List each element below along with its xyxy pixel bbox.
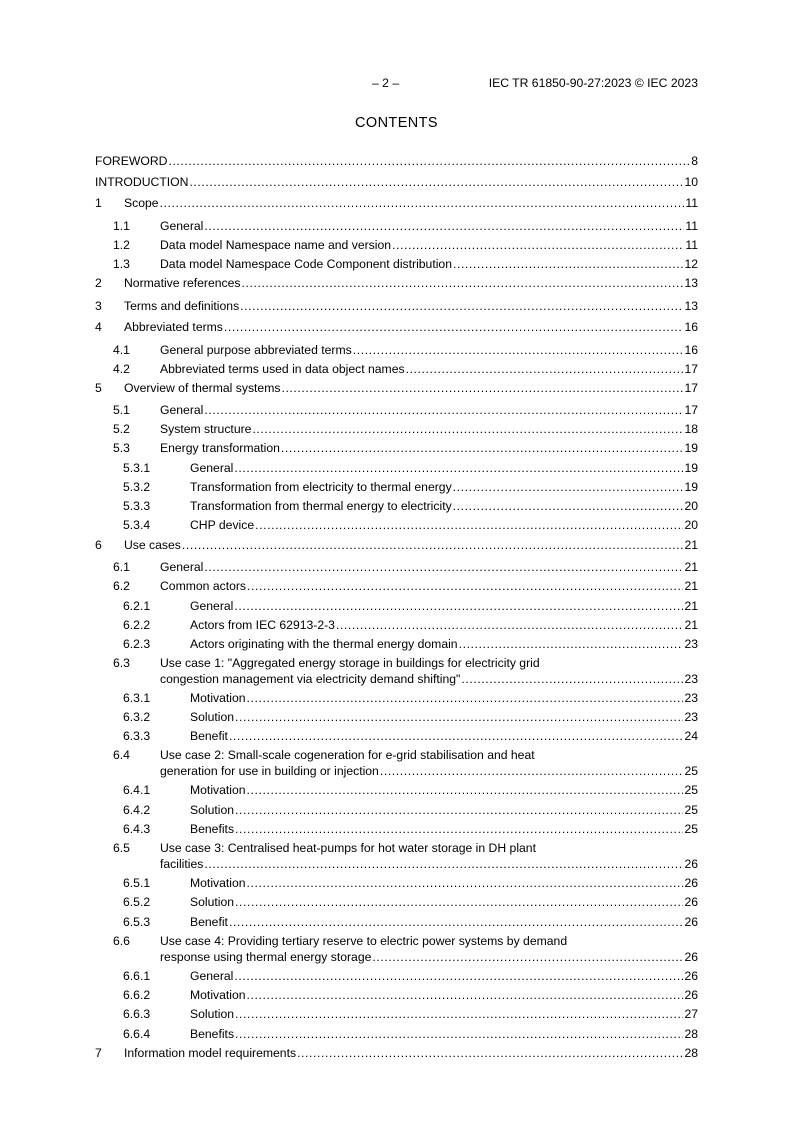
toc-entry[interactable] [0, 361, 793, 377]
toc-entry-number: 5.3.2 [123, 480, 151, 494]
toc-entry-page: 23 [684, 672, 698, 686]
toc-entry-number: 5.3.3 [123, 499, 151, 513]
toc-entry-title: FOREWORD [95, 154, 168, 168]
toc-entry-page: 26 [684, 876, 698, 890]
toc-entry-title: Normative references [124, 276, 241, 290]
toc-entry-number: 6.5.1 [123, 876, 151, 890]
toc-entry-number: 6.6 [113, 934, 130, 948]
toc-entry[interactable] [0, 479, 793, 495]
toc-entry-page: 19 [684, 441, 698, 455]
toc-entry-number: 4.2 [113, 362, 130, 376]
toc-entry-page: 11 [685, 196, 698, 210]
dot-leader [247, 690, 684, 706]
toc-entry-title: Motivation [190, 876, 246, 890]
toc-entry-number: 6.3.2 [123, 710, 151, 724]
dot-leader [297, 1045, 683, 1061]
toc-entry-title: CHP device [190, 518, 255, 532]
toc-entry[interactable] [0, 559, 793, 575]
toc-entry[interactable] [0, 537, 793, 553]
toc-entry-title: Overview of thermal systems [124, 381, 281, 395]
toc-entry-page: 26 [684, 969, 698, 983]
dot-leader [247, 875, 684, 891]
toc-entry[interactable] [0, 1045, 793, 1061]
toc-entry-title: Transformation from electricity to thermal energy [190, 480, 452, 494]
toc-entry-title-continued: generation for use in building or injection [160, 764, 379, 778]
dot-leader [281, 440, 684, 456]
toc-entry[interactable] [0, 1026, 793, 1042]
toc-entry[interactable] [0, 498, 793, 514]
toc-entry-title: General [190, 461, 234, 475]
toc-entry-title: Motivation [190, 691, 246, 705]
toc-entry-number: 4 [95, 320, 102, 334]
toc-entry[interactable] [0, 728, 793, 744]
toc-entry-page: 19 [684, 461, 698, 475]
toc-entry[interactable] [0, 987, 793, 1003]
dot-leader [252, 421, 683, 437]
dot-leader [247, 987, 684, 1003]
toc-entry[interactable] [0, 237, 793, 253]
dot-leader [224, 319, 684, 335]
toc-entry-page: 21 [684, 579, 698, 593]
dot-leader [459, 636, 684, 652]
toc-entry-page: 13 [684, 299, 698, 313]
toc-entry-title: Use case 4: Providing tertiary reserve to electric power systems by demand [160, 934, 568, 948]
toc-entry-title: Energy transformation [160, 441, 280, 455]
toc-entry-title: Terms and definitions [124, 299, 240, 313]
toc-entry-continuation[interactable] [0, 671, 793, 687]
toc-entry[interactable] [0, 709, 793, 725]
toc-entry[interactable] [0, 195, 793, 211]
toc-entry-page: 11 [685, 219, 698, 233]
toc-entry-title: Actors from IEC 62913-2-3 [190, 618, 335, 632]
toc-entry[interactable] [0, 1006, 793, 1022]
toc-entry-page: 24 [684, 729, 698, 743]
toc-entry[interactable] [0, 840, 793, 856]
toc-entry-number: 2 [95, 276, 102, 290]
toc-entry-number: 6.2 [113, 579, 130, 593]
toc-entry-title: General [190, 599, 234, 613]
toc-entry-title: Transformation from thermal energy to electricity [190, 499, 452, 513]
toc-entry[interactable] [0, 298, 793, 314]
dot-leader [168, 153, 690, 169]
toc-entry[interactable] [0, 782, 793, 798]
document-identifier: IEC TR 61850-90-27:2023 © IEC 2023 [488, 76, 698, 90]
toc-entry-title: Solution [190, 1007, 235, 1021]
toc-entry-title: Motivation [190, 988, 246, 1002]
dot-leader [453, 479, 684, 495]
toc-entry-continuation[interactable] [0, 763, 793, 779]
toc-entry-title: Information model requirements [124, 1046, 297, 1060]
toc-entry-title: Benefit [190, 915, 228, 929]
toc-entry[interactable] [0, 821, 793, 837]
dot-leader [235, 709, 683, 725]
dot-leader [160, 195, 685, 211]
dot-leader [204, 559, 683, 575]
dot-leader [255, 517, 683, 533]
toc-entry-number: 1.1 [113, 219, 130, 233]
toc-entry-page: 20 [684, 518, 698, 532]
toc-entry[interactable] [0, 402, 793, 418]
dot-leader [235, 1026, 683, 1042]
toc-entry-number: 6.5 [113, 841, 130, 855]
toc-entry[interactable] [0, 655, 793, 671]
toc-entry-page: 17 [684, 362, 698, 376]
toc-entry-title: Benefit [190, 729, 228, 743]
toc-entry[interactable] [0, 380, 793, 396]
toc-entry-page: 25 [684, 764, 698, 778]
toc-entry-page: 10 [684, 175, 698, 189]
toc-entry-number: 1.2 [113, 238, 130, 252]
toc-entry-title: Benefits [190, 822, 235, 836]
toc-entry[interactable] [0, 440, 793, 456]
dot-leader [392, 237, 684, 253]
toc-entry[interactable] [0, 914, 793, 930]
toc-entry-page: 26 [684, 988, 698, 1002]
toc-entry-page: 26 [684, 895, 698, 909]
toc-entry-page: 26 [684, 950, 698, 964]
page-number: – 2 – [372, 76, 400, 90]
toc-entry[interactable] [0, 421, 793, 437]
toc-entry[interactable] [0, 636, 793, 652]
dot-leader [234, 460, 683, 476]
toc-entry-number: 6.4.3 [123, 822, 151, 836]
toc-entry-number: 5.3.4 [123, 518, 151, 532]
toc-entry-number: 6.6.1 [123, 969, 151, 983]
dot-leader [336, 617, 683, 633]
toc-entry-title: Data model Namespace name and version [160, 238, 392, 252]
toc-entry-page: 23 [684, 710, 698, 724]
toc-entry-number: 6.6.3 [123, 1007, 151, 1021]
dot-leader [453, 498, 684, 514]
toc-entry-number: 5.2 [113, 422, 130, 436]
toc-entry-title: General [160, 219, 204, 233]
dot-leader [189, 174, 683, 190]
toc-entry-title-continued: facilities [160, 857, 204, 871]
toc-entry[interactable] [0, 802, 793, 818]
toc-entry-number: 6.5.2 [123, 895, 151, 909]
dot-leader [235, 1006, 683, 1022]
toc-entry-page: 21 [684, 538, 698, 552]
toc-entry-title: Use case 3: Centralised heat-pumps for hot water storage in DH plant [160, 841, 536, 855]
toc-entry-title: Use cases [124, 538, 181, 552]
toc-entry-title: General [160, 403, 204, 417]
toc-entry-number: 6.4 [113, 748, 130, 762]
toc-entry-title: Abbreviated terms [124, 320, 223, 334]
toc-entry-page: 23 [684, 691, 698, 705]
toc-entry-number: 5 [95, 381, 102, 395]
dot-leader [353, 342, 684, 358]
toc-entry-title: Data model Namespace Code Component distribution [160, 257, 452, 271]
toc-entry-number: 6.1 [113, 560, 130, 574]
toc-entry-title: Motivation [190, 783, 246, 797]
dot-leader [247, 578, 683, 594]
toc-entry-number: 6.4.2 [123, 803, 151, 817]
dot-leader [204, 218, 684, 234]
toc-entry-title: General [160, 560, 204, 574]
toc-entry-page: 12 [684, 257, 698, 271]
toc-entry-number: 6.2.2 [123, 618, 151, 632]
toc-entry-title: General purpose abbreviated terms [160, 343, 352, 357]
toc-entry-number: 5.3 [113, 441, 130, 455]
toc-entry-number: 6.3.3 [123, 729, 151, 743]
toc-entry[interactable] [0, 875, 793, 891]
dot-leader [372, 949, 683, 965]
toc-entry-number: 6.5.3 [123, 915, 151, 929]
toc-entry-page: 28 [684, 1027, 698, 1041]
toc-entry-title: INTRODUCTION [95, 175, 189, 189]
dot-leader [235, 821, 683, 837]
dot-leader [281, 380, 683, 396]
toc-entry-page: 27 [684, 1007, 698, 1021]
toc-entry-title: General [190, 969, 234, 983]
toc-entry-title-continued: congestion management via electricity demand shifting" [160, 672, 461, 686]
toc-entry-number: 6.6.4 [123, 1027, 151, 1041]
toc-entry-number: 6.3 [113, 656, 130, 670]
toc-entry-page: 25 [684, 783, 698, 797]
toc-entry-page: 16 [684, 343, 698, 357]
dot-leader [247, 782, 684, 798]
toc-entry-title-continued: response using thermal energy storage [160, 950, 372, 964]
dot-leader [461, 671, 683, 687]
toc-entry-title: Abbreviated terms used in data object names [160, 362, 405, 376]
toc-entry-page: 26 [684, 915, 698, 929]
toc-entry-number: 6.4.1 [123, 783, 151, 797]
toc-entry-title: Common actors [160, 579, 247, 593]
dot-leader [234, 968, 683, 984]
toc-entry[interactable] [0, 319, 793, 335]
contents-title: CONTENTS [355, 115, 438, 131]
toc-entry-number: 7 [95, 1046, 102, 1060]
dot-leader [453, 256, 683, 272]
toc-entry[interactable] [0, 153, 793, 169]
toc-entry-page: 19 [684, 480, 698, 494]
toc-entry-title: Benefits [190, 1027, 235, 1041]
toc-entry-title: Solution [190, 803, 235, 817]
toc-entry-number: 1.3 [113, 257, 130, 271]
toc-entry-continuation[interactable] [0, 949, 793, 965]
toc-entry-title: Scope [124, 196, 159, 210]
dot-leader [229, 914, 683, 930]
dot-leader [182, 537, 684, 553]
toc-entry-title: Use case 1: "Aggregated energy storage in buildings for electricity grid [160, 656, 540, 670]
toc-entry[interactable] [0, 578, 793, 594]
toc-entry-number: 6.6.2 [123, 988, 151, 1002]
toc-entry-number: 5.1 [113, 403, 130, 417]
toc-entry[interactable] [0, 174, 793, 190]
toc-entry-number: 6 [95, 538, 102, 552]
toc-entry[interactable] [0, 690, 793, 706]
toc-entry[interactable] [0, 894, 793, 910]
toc-entry-page: 25 [684, 803, 698, 817]
toc-entry-page: 21 [684, 560, 698, 574]
dot-leader [204, 856, 683, 872]
toc-entry[interactable] [0, 342, 793, 358]
dot-leader [204, 402, 683, 418]
toc-entry[interactable] [0, 517, 793, 533]
toc-entry-page: 13 [684, 276, 698, 290]
toc-entry-page: 21 [684, 618, 698, 632]
toc-entry-page: 26 [684, 857, 698, 871]
toc-entry-number: 6.2.1 [123, 599, 151, 613]
toc-entry-page: 8 [691, 154, 698, 168]
toc-entry-title: Actors originating with the thermal energy domain [190, 637, 458, 651]
toc-entry-page: 17 [684, 381, 698, 395]
toc-entry-number: 3 [95, 299, 102, 313]
toc-entry[interactable] [0, 598, 793, 614]
toc-entry-number: 1 [95, 196, 102, 210]
toc-entry-page: 18 [684, 422, 698, 436]
toc-entry-page: 23 [684, 637, 698, 651]
toc-entry-continuation[interactable] [0, 856, 793, 872]
dot-leader [229, 728, 683, 744]
toc-entry[interactable] [0, 933, 793, 949]
toc-entry-page: 28 [684, 1046, 698, 1060]
toc-entry[interactable] [0, 747, 793, 763]
toc-entry[interactable] [0, 218, 793, 234]
toc-entry[interactable] [0, 968, 793, 984]
dot-leader [240, 298, 683, 314]
dot-leader [235, 894, 683, 910]
toc-entry-number: 4.1 [113, 343, 130, 357]
dot-leader [234, 598, 683, 614]
toc-entry-page: 16 [684, 320, 698, 334]
toc-entry[interactable] [0, 617, 793, 633]
toc-entry-page: 11 [685, 238, 698, 252]
toc-entry[interactable] [0, 256, 793, 272]
toc-entry-title: Solution [190, 710, 235, 724]
toc-entry-page: 21 [684, 599, 698, 613]
toc-entry-number: 6.3.1 [123, 691, 151, 705]
dot-leader [380, 763, 684, 779]
toc-entry-title: System structure [160, 422, 252, 436]
toc-entry-page: 17 [684, 403, 698, 417]
toc-entry-title: Use case 2: Small-scale cogeneration for e-grid stabilisation and heat [160, 748, 535, 762]
dot-leader [242, 275, 684, 291]
toc-entry-number: 5.3.1 [123, 461, 151, 475]
toc-entry-title: Solution [190, 895, 235, 909]
toc-entry[interactable] [0, 460, 793, 476]
toc-entry-page: 20 [684, 499, 698, 513]
dot-leader [235, 802, 683, 818]
dot-leader [406, 361, 684, 377]
toc-entry[interactable] [0, 275, 793, 291]
toc-entry-number: 6.2.3 [123, 637, 151, 651]
toc-entry-page: 25 [684, 822, 698, 836]
